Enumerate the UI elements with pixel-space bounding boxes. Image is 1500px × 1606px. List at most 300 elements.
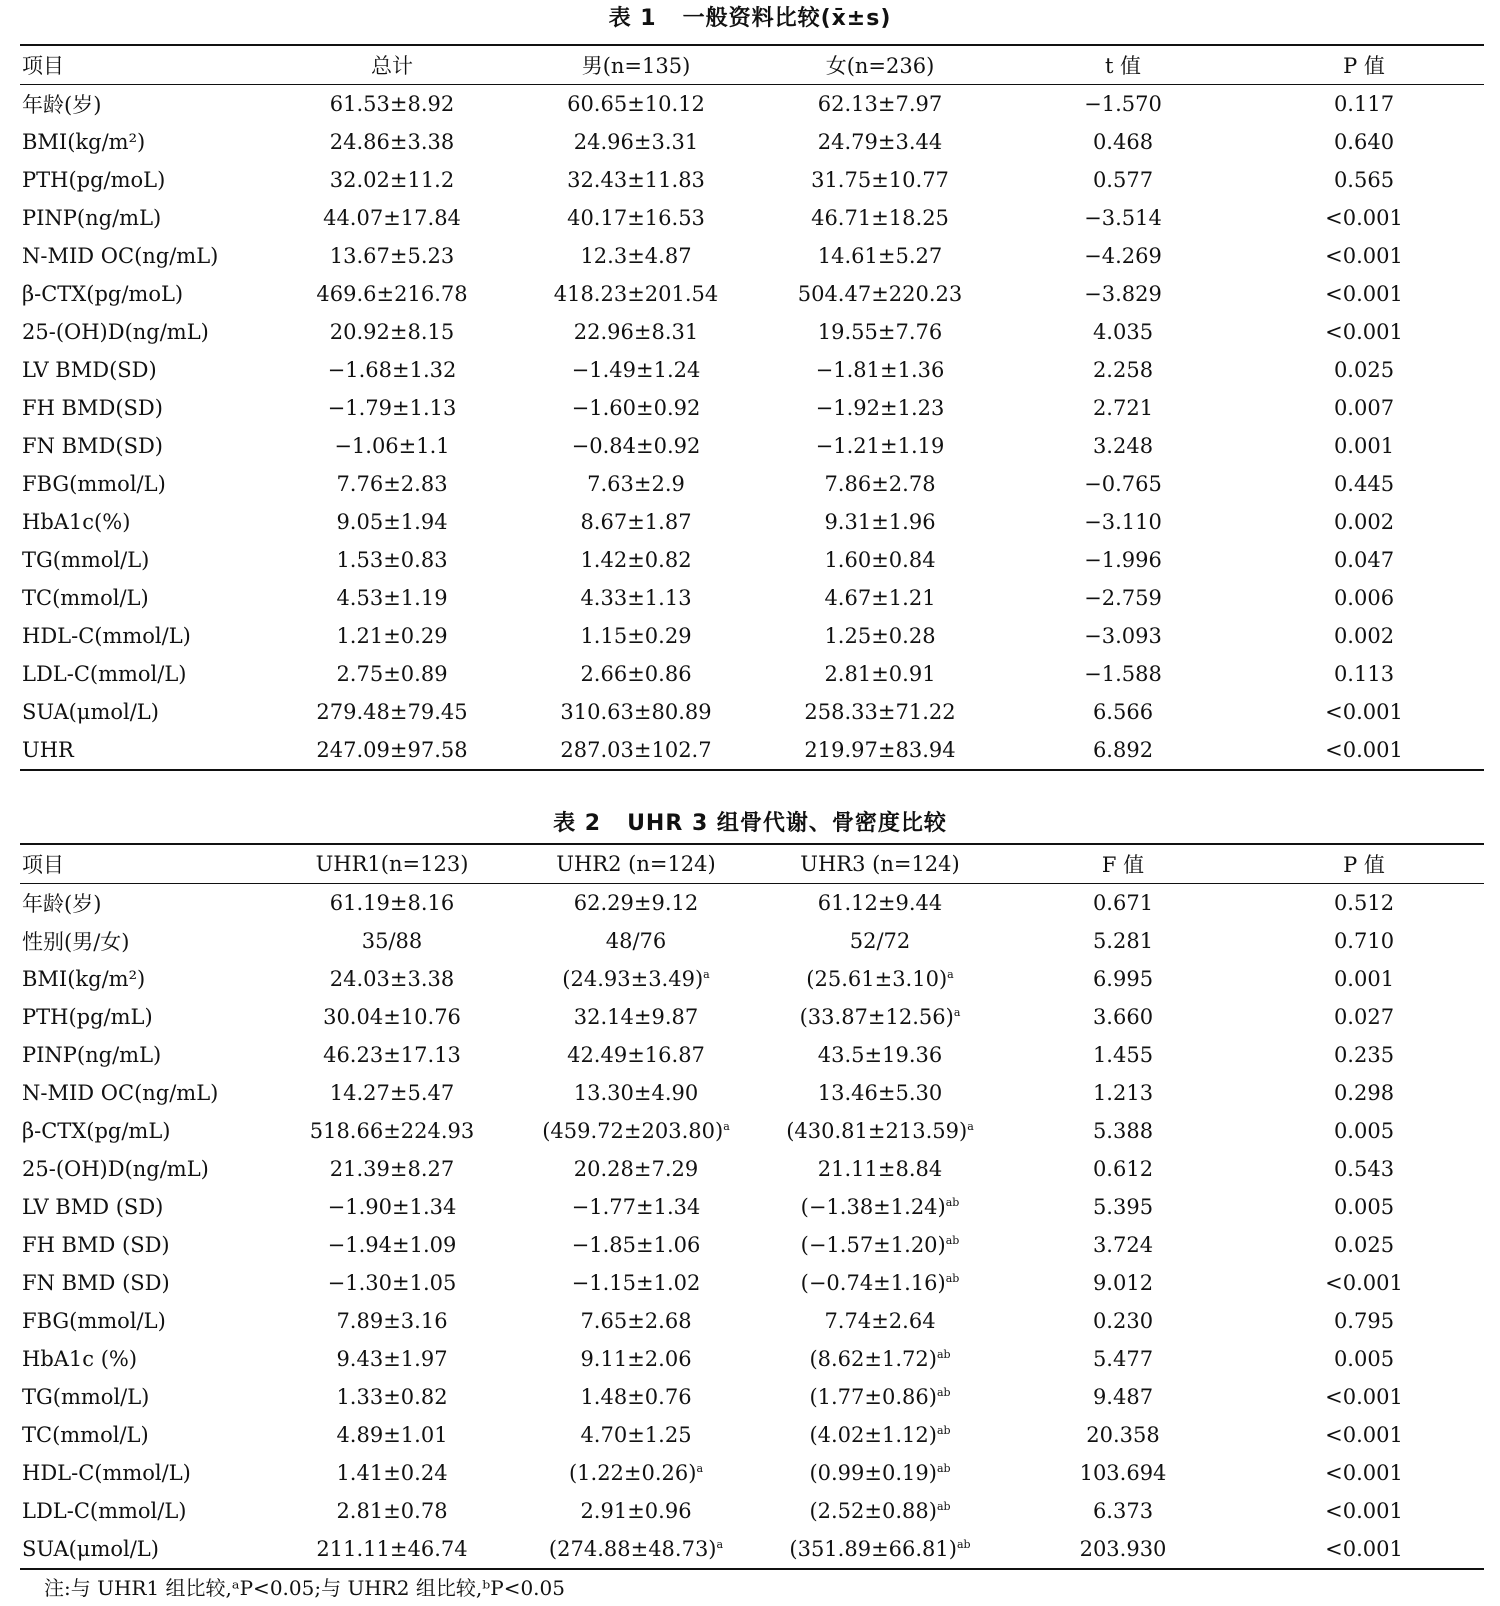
table-cell: −0.84±0.92	[571, 434, 701, 458]
table-cell: 0.006	[1333, 586, 1395, 610]
table-cell	[514, 1530, 758, 1569]
table-cell: 13.67±5.23	[329, 244, 455, 268]
cell-value: LV BMD (SD)	[22, 1195, 164, 1219]
table-cell	[1244, 1264, 1484, 1302]
table-row	[20, 237, 1484, 275]
table-cell: −1.588	[1084, 662, 1162, 686]
cell-value: 7.74±2.64	[824, 1309, 936, 1333]
row-label	[20, 1150, 270, 1188]
significance-marker: ab	[936, 1500, 951, 1513]
cell-value: 0.543	[1333, 1157, 1395, 1181]
table-row	[20, 1074, 1484, 1112]
cell-value: 13.30±4.90	[573, 1081, 699, 1105]
cell-value: HDL-C(mmol/L)	[22, 1461, 191, 1485]
cell-value: 48/76	[605, 929, 667, 953]
cell-value: 1.455	[1092, 1043, 1154, 1067]
table-cell	[514, 884, 758, 923]
significance-marker: ab	[956, 1538, 971, 1551]
row-label: LV BMD(SD)	[22, 358, 157, 382]
cell-value: (1.77±0.86)	[809, 1385, 937, 1409]
cell-value: <0.001	[1325, 1271, 1403, 1295]
table-cell	[1002, 1264, 1244, 1302]
row-label: FBG(mmol/L)	[22, 472, 166, 496]
cell-value: 0.235	[1333, 1043, 1395, 1067]
row-label: N-MID OC(ng/mL)	[22, 244, 219, 268]
table-cell	[1002, 1378, 1244, 1416]
table-row	[20, 1150, 1484, 1188]
cell-value: 20.358	[1086, 1423, 1160, 1447]
table1-header-p-value: P 值	[1343, 54, 1385, 78]
table-cell: 7.86±2.78	[824, 472, 936, 496]
table-cell	[514, 1226, 758, 1264]
table-row	[20, 998, 1484, 1036]
cell-value: 103.694	[1079, 1461, 1167, 1485]
table-cell	[514, 1036, 758, 1074]
table-cell	[1002, 1416, 1244, 1454]
table-cell	[270, 1036, 514, 1074]
table-row	[20, 1226, 1484, 1264]
table-cell	[514, 1492, 758, 1530]
table-row	[20, 693, 1484, 731]
cell-value: 46.23±17.13	[323, 1043, 461, 1067]
table-cell: 1.42±0.82	[580, 548, 692, 572]
table-cell	[1244, 1150, 1484, 1188]
cell-value: (24.93±3.49)	[562, 967, 704, 991]
table-cell	[1244, 1340, 1484, 1378]
row-label	[20, 1492, 270, 1530]
table-cell	[514, 922, 758, 960]
table-cell	[758, 1530, 1002, 1569]
significance-marker: a	[947, 968, 954, 981]
row-label: BMI(kg/m²)	[22, 130, 146, 154]
table-row	[20, 161, 1484, 199]
table-cell: −2.759	[1084, 586, 1162, 610]
cell-value: 9.11±2.06	[580, 1347, 692, 1371]
row-label: UHR	[22, 738, 74, 762]
table-row	[20, 351, 1484, 389]
table-row	[20, 1302, 1484, 1340]
table-cell: 2.258	[1092, 358, 1154, 382]
table-cell: 22.96±8.31	[573, 320, 699, 344]
cell-value: <0.001	[1325, 1537, 1403, 1561]
table-cell: 504.47±220.23	[797, 282, 963, 306]
table-cell	[758, 1416, 1002, 1454]
table-cell: 62.13±7.97	[817, 92, 943, 116]
table-cell: 4.33±1.13	[580, 586, 692, 610]
row-label	[20, 1340, 270, 1378]
table-cell	[270, 1416, 514, 1454]
table-cell: 1.53±0.83	[336, 548, 448, 572]
table2-body	[20, 884, 1484, 1570]
table-cell: 0.002	[1333, 510, 1395, 534]
cell-value: TC(mmol/L)	[22, 1423, 149, 1447]
row-label: β-CTX(pg/moL)	[22, 282, 184, 306]
table-cell: <0.001	[1325, 738, 1403, 762]
table-cell	[758, 1112, 1002, 1150]
table-cell: 6.566	[1092, 700, 1154, 724]
table-row	[20, 1112, 1484, 1150]
table-cell: 287.03±102.7	[560, 738, 712, 762]
table-row	[20, 1530, 1484, 1569]
table-cell: 0.640	[1333, 130, 1395, 154]
table-cell	[270, 1454, 514, 1492]
table-cell: 19.55±7.76	[817, 320, 943, 344]
table-cell: <0.001	[1325, 320, 1403, 344]
cell-value: 0.795	[1333, 1309, 1395, 1333]
table-cell	[270, 1530, 514, 1569]
cell-value: (8.62±1.72)	[809, 1347, 937, 1371]
table-cell: 3.248	[1092, 434, 1154, 458]
table-cell	[270, 1074, 514, 1112]
cell-value: 61.19±8.16	[329, 891, 455, 915]
table-cell: 46.71±18.25	[811, 206, 949, 230]
table-cell	[1002, 960, 1244, 998]
cell-value: 0.298	[1333, 1081, 1395, 1105]
table-cell	[1244, 1074, 1484, 1112]
row-label: PINP(ng/mL)	[22, 206, 162, 230]
table-cell: 219.97±83.94	[804, 738, 956, 762]
table-cell	[1244, 1454, 1484, 1492]
table-cell	[1002, 1340, 1244, 1378]
table-cell: −3.829	[1084, 282, 1162, 306]
row-label: TG(mmol/L)	[22, 548, 150, 572]
cell-value: <0.001	[1325, 1385, 1403, 1409]
table-cell: −3.093	[1084, 624, 1162, 648]
table-cell: 258.33±71.22	[804, 700, 956, 724]
table-cell: −1.996	[1084, 548, 1162, 572]
table-cell: 0.113	[1333, 662, 1395, 686]
table-cell	[1244, 1036, 1484, 1074]
table-cell	[1002, 1036, 1244, 1074]
cell-value: 0.612	[1092, 1157, 1154, 1181]
table-cell	[270, 1112, 514, 1150]
cell-value: (33.87±12.56)	[799, 1005, 954, 1029]
cell-value: 7.65±2.68	[580, 1309, 692, 1333]
cell-value: 7.89±3.16	[336, 1309, 448, 1333]
table-row	[20, 1416, 1484, 1454]
table-cell	[1002, 884, 1244, 923]
cell-value: 21.11±8.84	[817, 1157, 943, 1181]
table-cell	[1244, 1226, 1484, 1264]
row-label: FH BMD(SD)	[22, 396, 163, 420]
cell-value: (−1.57±1.20)	[800, 1233, 946, 1257]
row-label: LDL-C(mmol/L)	[22, 662, 187, 686]
table-cell	[514, 1264, 758, 1302]
cell-value: 211.11±46.74	[316, 1537, 468, 1561]
significance-marker: a	[723, 1120, 730, 1133]
table-cell	[758, 922, 1002, 960]
table-cell	[514, 1302, 758, 1340]
table-cell	[1244, 1530, 1484, 1569]
table-spacer	[0, 771, 1500, 805]
cell-value: 21.39±8.27	[329, 1157, 455, 1181]
cell-value: (1.22±0.26)	[568, 1461, 697, 1485]
row-label	[20, 998, 270, 1036]
cell-value: 年龄(岁)	[22, 892, 102, 916]
cell-value: 203.930	[1079, 1537, 1167, 1561]
table-cell: −1.21±1.19	[815, 434, 945, 458]
cell-value: 30.04±10.76	[323, 1005, 461, 1029]
cell-value: BMI(kg/m²)	[22, 967, 146, 991]
table2-header-uhr1: UHR1(n=123)	[315, 852, 469, 876]
cell-value: −1.15±1.02	[571, 1271, 701, 1295]
table-cell	[1244, 922, 1484, 960]
cell-value: (274.88±48.73)	[548, 1537, 717, 1561]
cell-value: 14.27±5.47	[329, 1081, 455, 1105]
table-row	[20, 1340, 1484, 1378]
cell-value: (25.61±3.10)	[806, 967, 948, 991]
table2-header-uhr2: UHR2 (n=124)	[556, 852, 716, 876]
table2-header-f-value: F 值	[1101, 853, 1145, 877]
significance-marker: ab	[936, 1348, 951, 1361]
cell-value: 0.671	[1092, 891, 1154, 915]
cell-value: 9.487	[1092, 1385, 1154, 1409]
table-cell: −1.68±1.32	[327, 358, 457, 382]
table-row	[20, 275, 1484, 313]
table-cell	[758, 1074, 1002, 1112]
table-cell	[270, 922, 514, 960]
table-cell	[270, 884, 514, 923]
cell-value: <0.001	[1325, 1461, 1403, 1485]
cell-value: (−0.74±1.16)	[800, 1271, 946, 1295]
table-cell	[514, 1416, 758, 1454]
row-label	[20, 1378, 270, 1416]
table2-caption	[0, 805, 1500, 843]
cell-value: FH BMD (SD)	[22, 1233, 170, 1257]
significance-marker: a	[953, 1006, 961, 1019]
table2-caption-number: 表 2	[553, 811, 602, 836]
cell-value: 5.388	[1092, 1119, 1154, 1143]
significance-marker: ab	[936, 1424, 951, 1437]
row-label: HbA1c(%)	[22, 510, 131, 534]
table-cell	[514, 960, 758, 998]
cell-value: (−1.38±1.24)	[800, 1195, 946, 1219]
table-cell	[1244, 884, 1484, 923]
table2-caption-text: UHR 3 组骨代谢、骨密度比较	[627, 811, 947, 836]
cell-value: 0.005	[1333, 1347, 1395, 1371]
table-cell: 4.035	[1092, 320, 1154, 344]
cell-value: 25-(OH)D(ng/mL)	[22, 1157, 209, 1181]
table-cell: −1.06±1.1	[334, 434, 450, 458]
table-cell: 9.05±1.94	[336, 510, 448, 534]
cell-value: (4.02±1.12)	[809, 1423, 937, 1447]
table-cell: −1.60±0.92	[571, 396, 701, 420]
cell-value: 6.373	[1092, 1499, 1154, 1523]
table-cell	[1244, 1302, 1484, 1340]
table-row	[20, 731, 1484, 770]
row-label: FN BMD(SD)	[22, 434, 164, 458]
cell-value: −1.85±1.06	[571, 1233, 701, 1257]
table-cell	[758, 1036, 1002, 1074]
table-row	[20, 655, 1484, 693]
row-label: PTH(pg/moL)	[22, 168, 166, 192]
row-label	[20, 1188, 270, 1226]
cell-value: 24.03±3.38	[329, 967, 455, 991]
cell-value: 1.33±0.82	[336, 1385, 448, 1409]
cell-value: (430.81±213.59)	[786, 1119, 968, 1143]
cell-value: β-CTX(pg/mL)	[22, 1119, 171, 1143]
table-cell	[270, 1302, 514, 1340]
table-cell	[270, 1264, 514, 1302]
cell-value: 13.46±5.30	[817, 1081, 943, 1105]
table-cell: 279.48±79.45	[316, 700, 468, 724]
significance-marker: ab	[936, 1386, 951, 1399]
cell-value: 4.70±1.25	[580, 1423, 692, 1447]
table2-header-p-value: P 值	[1343, 853, 1385, 877]
table-row	[20, 884, 1484, 923]
table-cell: −1.81±1.36	[815, 358, 945, 382]
table1-header	[20, 45, 1484, 85]
cell-value: 3.724	[1092, 1233, 1154, 1257]
row-label	[20, 960, 270, 998]
table1-header-item: 项目	[22, 54, 64, 78]
table-cell	[1244, 1492, 1484, 1530]
significance-marker: ab	[945, 1234, 960, 1247]
table-cell	[514, 1454, 758, 1492]
cell-value: 0.001	[1333, 967, 1395, 991]
table-cell: 2.66±0.86	[580, 662, 692, 686]
cell-value: 5.395	[1092, 1195, 1154, 1219]
table-cell	[270, 1226, 514, 1264]
cell-value: 1.48±0.76	[580, 1385, 692, 1409]
table-row	[20, 465, 1484, 503]
significance-marker: a	[703, 968, 710, 981]
table-cell: 44.07±17.84	[323, 206, 461, 230]
table-cell	[1002, 1074, 1244, 1112]
cell-value: FN BMD (SD)	[22, 1271, 170, 1295]
table-cell: 0.002	[1333, 624, 1395, 648]
table-cell: 310.63±80.89	[560, 700, 712, 724]
cell-value: LDL-C(mmol/L)	[22, 1499, 187, 1523]
significance-marker: a	[967, 1120, 974, 1133]
table-cell: 0.577	[1092, 168, 1154, 192]
table-cell	[758, 1378, 1002, 1416]
cell-value: −1.94±1.09	[327, 1233, 457, 1257]
table2-header-uhr3: UHR3 (n=124)	[800, 852, 960, 876]
table-cell	[514, 1340, 758, 1378]
row-label	[20, 1226, 270, 1264]
table-cell	[1002, 1112, 1244, 1150]
table-cell	[514, 1112, 758, 1150]
table-cell: 24.96±3.31	[573, 130, 699, 154]
table-cell: 1.25±0.28	[824, 624, 936, 648]
table-cell	[1002, 1454, 1244, 1492]
table-cell: −3.110	[1084, 510, 1162, 534]
table-cell: <0.001	[1325, 244, 1403, 268]
table-cell: 0.117	[1333, 92, 1395, 116]
table-row	[20, 389, 1484, 427]
table-cell	[514, 1074, 758, 1112]
table-cell	[514, 1378, 758, 1416]
table2	[20, 843, 1484, 1570]
cell-value: −1.90±1.34	[327, 1195, 457, 1219]
cell-value: (459.72±203.80)	[542, 1119, 724, 1143]
table-cell: 60.65±10.12	[567, 92, 705, 116]
table-cell	[270, 960, 514, 998]
cell-value: 52/72	[849, 929, 911, 953]
table-cell	[1002, 1530, 1244, 1569]
table-cell: <0.001	[1325, 700, 1403, 724]
table-cell	[1244, 1416, 1484, 1454]
cell-value: SUA(μmol/L)	[22, 1537, 159, 1561]
table-cell	[758, 1302, 1002, 1340]
row-label	[20, 922, 270, 960]
table-cell: −1.92±1.23	[815, 396, 945, 420]
table-cell	[270, 1188, 514, 1226]
table-cell: 1.60±0.84	[824, 548, 936, 572]
significance-marker: ab	[945, 1196, 960, 1209]
significance-marker: a	[696, 1462, 704, 1475]
table-cell: 61.53±8.92	[329, 92, 455, 116]
table-cell: 9.31±1.96	[824, 510, 936, 534]
row-label: HDL-C(mmol/L)	[22, 624, 191, 648]
table-cell	[758, 1188, 1002, 1226]
table-cell: 20.92±8.15	[329, 320, 455, 344]
row-label	[20, 1416, 270, 1454]
table-cell: −4.269	[1084, 244, 1162, 268]
table2-header-row	[20, 844, 1484, 884]
cell-value: 2.81±0.78	[336, 1499, 448, 1523]
table-cell	[514, 998, 758, 1036]
table-cell	[270, 1492, 514, 1530]
cell-value: 3.660	[1092, 1005, 1154, 1029]
table-cell	[1244, 998, 1484, 1036]
table-cell	[270, 1378, 514, 1416]
table1-caption-text: 一般资料比较(x̄±s)	[682, 6, 892, 31]
cell-value: TG(mmol/L)	[22, 1385, 150, 1409]
table-cell: 2.721	[1092, 396, 1154, 420]
cell-value: 35/88	[361, 929, 423, 953]
cell-value: 5.477	[1092, 1347, 1154, 1371]
table-row	[20, 85, 1484, 124]
cell-value: 1.41±0.24	[336, 1461, 448, 1485]
significance-marker: ab	[936, 1462, 951, 1475]
table1-header-total: 总计	[371, 54, 413, 78]
table-row	[20, 1188, 1484, 1226]
table-row	[20, 579, 1484, 617]
table-cell	[758, 1264, 1002, 1302]
table-cell: 7.63±2.9	[587, 472, 685, 496]
table-cell: 0.007	[1333, 396, 1395, 420]
table-cell: 2.75±0.89	[336, 662, 448, 686]
cell-value: 9.43±1.97	[336, 1347, 448, 1371]
cell-value: 6.995	[1092, 967, 1154, 991]
table-cell: 1.15±0.29	[580, 624, 692, 648]
table-cell: 8.67±1.87	[580, 510, 692, 534]
table-row	[20, 922, 1484, 960]
row-label	[20, 884, 270, 923]
table-cell	[270, 1340, 514, 1378]
table-row	[20, 960, 1484, 998]
table-cell: 24.79±3.44	[817, 130, 943, 154]
table-cell: 12.3±4.87	[580, 244, 692, 268]
cell-value: −1.77±1.34	[571, 1195, 701, 1219]
cell-value: 1.213	[1092, 1081, 1154, 1105]
table-row	[20, 313, 1484, 351]
cell-value: 0.710	[1333, 929, 1395, 953]
table-cell: 32.43±11.83	[567, 168, 705, 192]
cell-value: 61.12±9.44	[817, 891, 943, 915]
table-cell	[1002, 1226, 1244, 1264]
row-label: TC(mmol/L)	[22, 586, 149, 610]
table-row	[20, 617, 1484, 655]
table-cell: 24.86±3.38	[329, 130, 455, 154]
table-cell	[1244, 1378, 1484, 1416]
table-row	[20, 1378, 1484, 1416]
table-cell: 0.445	[1333, 472, 1395, 496]
table2-header	[20, 844, 1484, 884]
cell-value: 20.28±7.29	[573, 1157, 699, 1181]
